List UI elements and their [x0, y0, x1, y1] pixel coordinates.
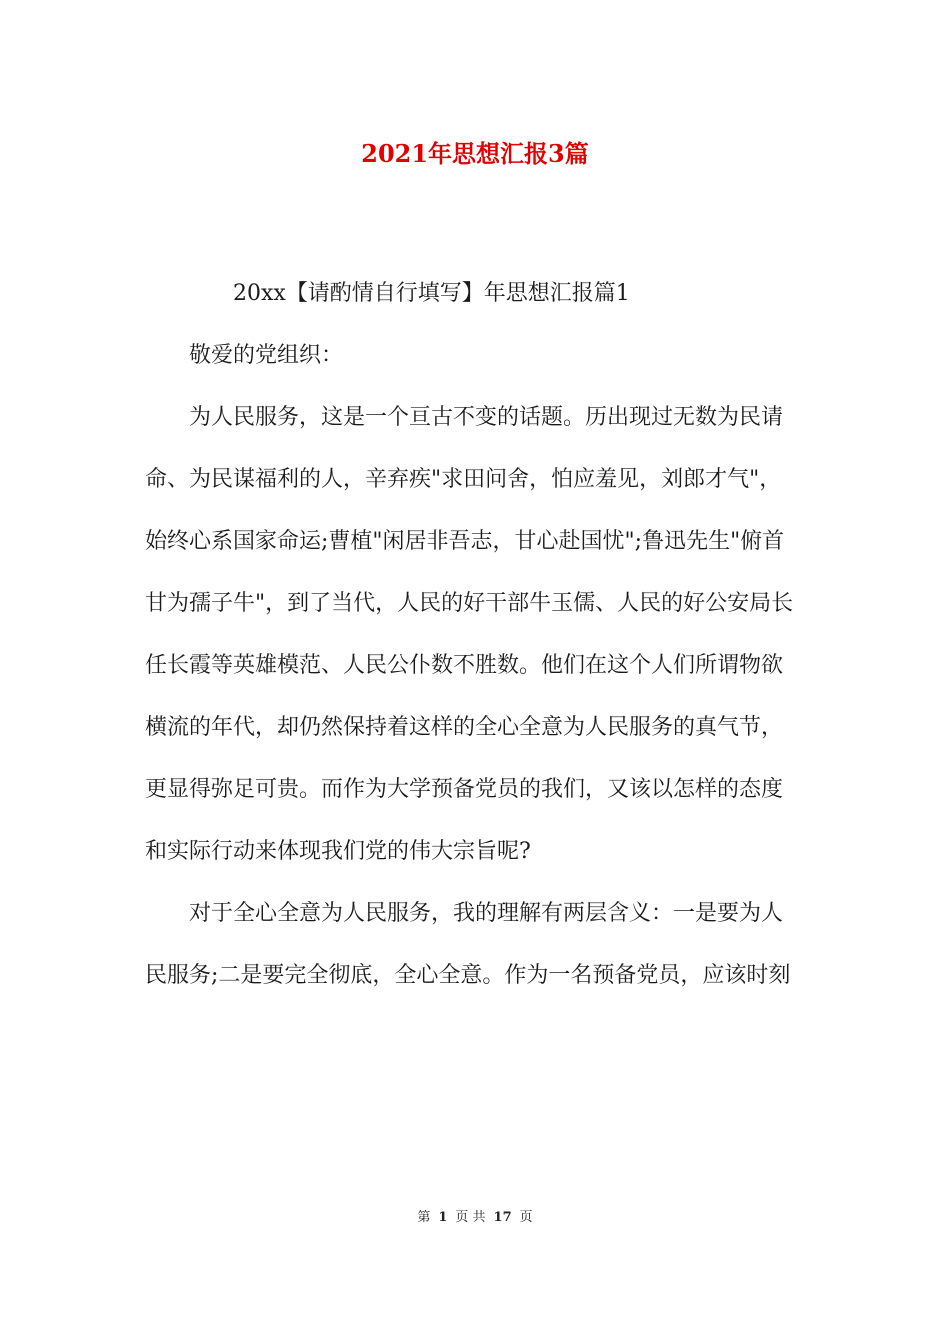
- footer-prefix: 第: [417, 1210, 431, 1225]
- footer-middle: 页 共: [455, 1210, 486, 1225]
- total-page-count: 17: [493, 1210, 512, 1225]
- paragraph-line: 更显得弥足可贵。而作为大学预备党员的我们，又该以怎样的态度: [145, 777, 784, 802]
- paragraph-line: 任长霞等英雄模范、人民公仆数不胜数。他们在这个人们所谓物欲: [145, 653, 784, 678]
- section-heading: 20xx【请酌情自行填写】年思想汇报篇1: [233, 281, 630, 306]
- paragraph-line: 横流的年代，却仍然保持着这样的全心全意为人民服务的真气节，: [145, 715, 784, 740]
- paragraph-line: 和实际行动来体现我们党的伟大宗旨呢?: [145, 839, 531, 864]
- paragraph-line: 甘为孺子牛"，到了当代，人民的好干部牛玉儒、人民的好公安局长: [145, 591, 794, 616]
- paragraph-line: 民服务;二是要完全彻底，全心全意。作为一名预备党员，应该时刻: [145, 963, 791, 988]
- document-body: [145, 274, 807, 1018]
- paragraph-line: 为人民服务，这是一个亘古不变的话题。历出现过无数为民请: [189, 405, 784, 430]
- paragraph-line: 命、为民谋福利的人，辛弃疾"求田问舍，怕应羞见，刘郎才气"，: [145, 467, 782, 492]
- page-footer: [0, 1206, 950, 1230]
- footer-suffix: 页: [519, 1210, 533, 1225]
- salutation: 敬爱的党组织：: [189, 343, 344, 368]
- document-title: 2021年思想汇报3篇: [361, 139, 589, 168]
- paragraph-line: 对于全心全意为人民服务，我的理解有两层含义：一是要为人: [189, 901, 784, 926]
- paragraph-line: 始终心系国家命运;曹植"闲居非吾志，甘心赴国忧";鲁迅先生"俯首: [145, 529, 785, 554]
- current-page-number: 1: [438, 1210, 448, 1225]
